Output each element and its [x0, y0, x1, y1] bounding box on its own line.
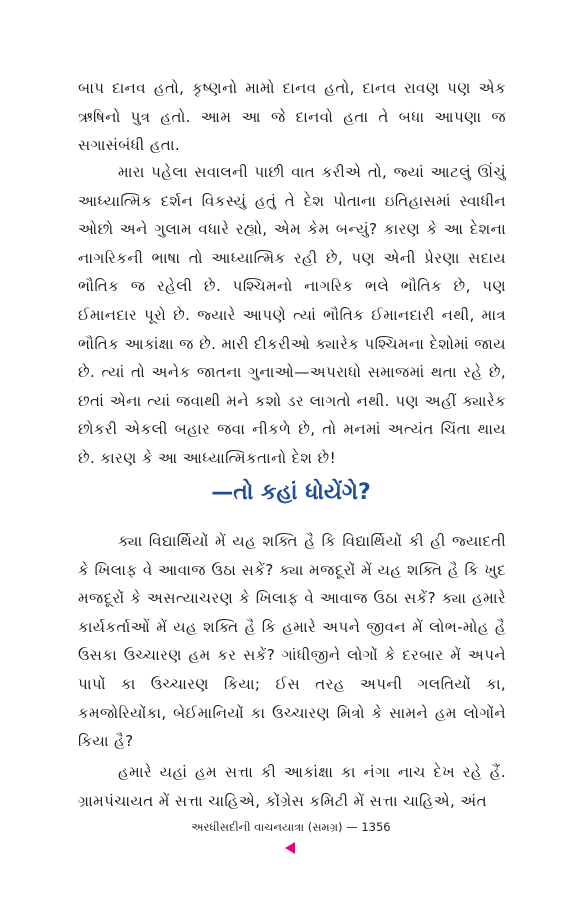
footer-separator: —	[342, 820, 362, 834]
section-heading: —તો કહાં ધોયેંગે?	[211, 480, 371, 505]
paragraph-text: મારા પહેલા સવાલની પાછી વાત કરીએ તો, જ્યાં આટલું ઊંચું આધ્યાત્મિક દર્શન વિકસ્યું હતું તે દેશ પોતાના ઇતિહાસમાં સ્વાધીન ઓછો અને ગુલામ વધારે રહ્યો, એમ કેમ બન્યું? કારણ કે આ દેશના નાગરિકની ભાષા તો આધ્યાત્મિક રહી છે, પણ એની પ્રેરણા સદાય ભૌતિક જ રહેલી છે. પશ્ચિમનો નાગરિક ભલે ભૌતિક છે, પણ ઈમાનદાર પૂરો છે. જ્યારે આપણે ત્યાં ભૌતિક ઈમાનદારી નથી, માત્ર ભૌતિક આકાંક્ષા જ છે. મારી દીકરીઓ ક્યારેક પશ્ચિમના દેશોમાં જાય છે. ત્યાં તો અનેક જાતના ગુનાઓ—અપરાધો સમાજમાં થતા રહે છે, છતાં એના ત્યાં જવાથી મને કશો ડર લાગતો નથી. પણ અહીં ક્યારેક છોકરી એકલી બહાર જવા નીકળે છે, તો મનમાં અત્યંત ચિંતા થાય છે. કારણ કે આ આધ્યાત્મિકતાનો દેશ છે!	[78, 163, 506, 467]
page-number: 1356	[361, 820, 391, 834]
paragraph-text: ક્યા વિદ્યાર્થિયોં મેં યહ શક્તિ હૈ કિ વિદ્યાર્થિયોં કી હી જ્યાદતી કે ખિલાફ વે આવાજ ઉઠા સકેં? ક્યા મજદૂરોં મેં યહ શક્તિ હૈ કિ ખુદ મજદૂરોં કે અસત્યાચરણ કે ખિલાફ વે આવાજ ઉઠા સકેં? ક્યા હમારે કાર્યકર્તાઓં મેં યહ શક્તિ હૈ કિ હમારે અપને જીવન મેં લોભ-મોહ હૈ ઉસકા ઉચ્ચારણ હમ કર સકેં? ગાંધીજીને લોગોં કે દરબાર મેં અપને પાપોં કા ઉચ્ચારણ કિયા; ઈસ તરહ અપની ગલતિયોં કા, કમજોરિયોંકા, બેઈમાનિયોં કા ઉચ્ચારણ મિત્રો કે સામને હમ લોગોંને કિયા હૈ?	[78, 532, 506, 751]
paragraph-text: બાપ દાનવ હતો, કૃષ્ણનો મામો દાનવ હતો, દાનવ રાવણ પણ એક ઋષિનો પુત્ર હતો. આમ આ જે દાનવો હતા તે બધા આપણા જ સગાસંબંધી હતા.	[78, 79, 506, 155]
paragraph-continued	[78, 74, 506, 160]
paragraph-text: હમારે યહાં હમ સત્તા કી આકાંક્ષા કા નંગા નાચ દેખ રહે હૈં. ગ્રામપંચાયત મેં સત્તા ચાહિએ, કોંગ્રેસ કમિટી મેં સત્તા ચાહિએ, અંત	[78, 763, 506, 810]
paragraph	[78, 158, 506, 473]
paragraph	[78, 758, 506, 815]
book-title: અરધીસદીની વાચનયાત્રા (સમગ્ર)	[191, 820, 343, 834]
paragraph	[78, 527, 506, 756]
triangle-left-icon[interactable]	[285, 842, 295, 854]
page-footer	[0, 820, 582, 835]
